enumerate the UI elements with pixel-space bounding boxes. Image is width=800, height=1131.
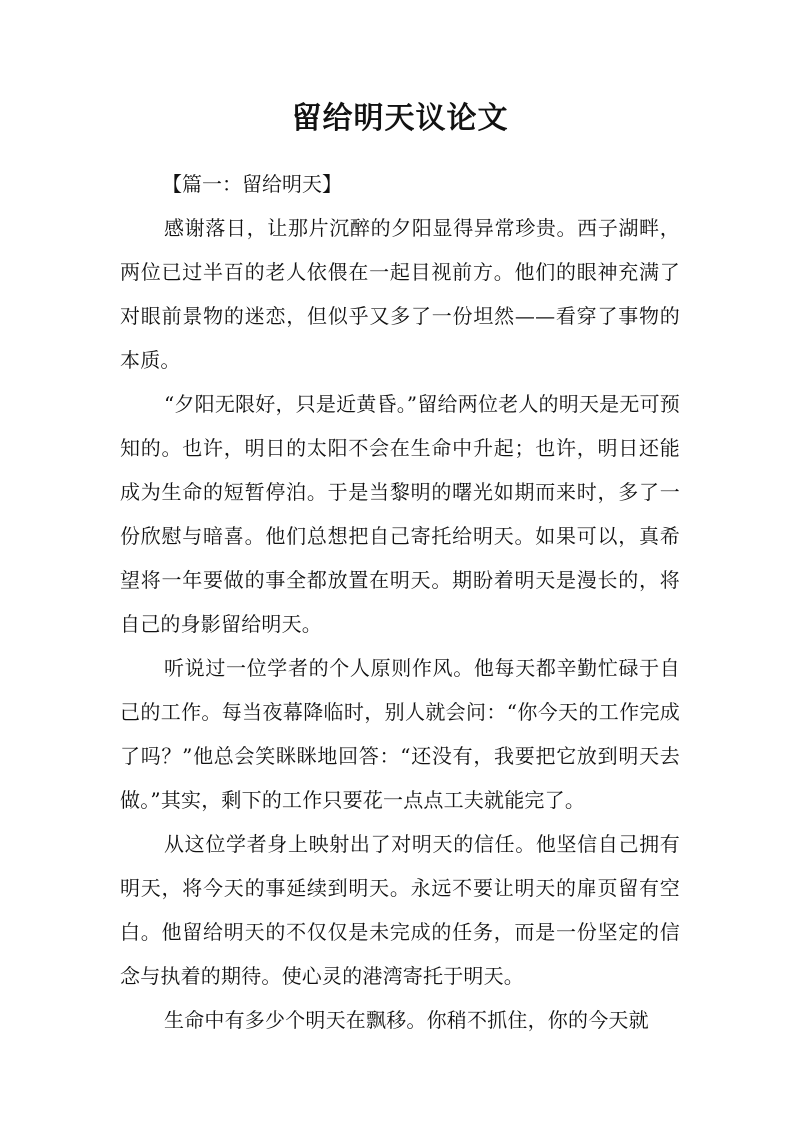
document-title: 留给明天议论文 xyxy=(291,101,509,136)
paragraph-5: 生命中有多少个明天在飘移。你稍不抓住，你的今天就 xyxy=(164,1008,649,1032)
paragraph-1: 感谢落日，让那片沉醉的夕阳显得异常珍贵。西子湖畔，两位已过半百的老人依偎在一起目视前方。他们的眼神充满了对眼前景物的迷恋，但似乎又多了一份坦然——看穿了事物的本质。 xyxy=(120,216,680,372)
section-label: 【篇一：留给明天】 xyxy=(162,172,342,196)
document-body xyxy=(120,92,680,1042)
paragraph-3: 听说过一位学者的个人原则作风。他每天都辛勤忙碌于自己的工作。每当夜幕降临时，别人就会问：“你今天的工作完成了吗？”他总会笑眯眯地回答：“还没有，我要把它放到明天去做。”其实，剩下的工作只要花一点点工夫就能完了。 xyxy=(120,656,680,812)
paragraph-2: “夕阳无限好，只是近黄昏。”留给两位老人的明天是无可预知的。也许，明日的太阳不会在生命中升起；也许，明日还能成为生命的短暂停泊。于是当黎明的曙光如期而来时，多了一份欣慰与暗喜。他们总想把自己寄托给明天。如果可以，真希望将一年要做的事全都放置在明天。期盼着明天是漫长的，将自己的身影留给明天。 xyxy=(120,392,680,636)
paragraph-4: 从这位学者身上映射出了对明天的信任。他坚信自己拥有明天，将今天的事延续到明天。永远不要让明天的扉页留有空白。他留给明天的不仅仅是未完成的任务，而是一份坚定的信念与执着的期待。使心灵的港湾寄托于明天。 xyxy=(120,832,680,988)
